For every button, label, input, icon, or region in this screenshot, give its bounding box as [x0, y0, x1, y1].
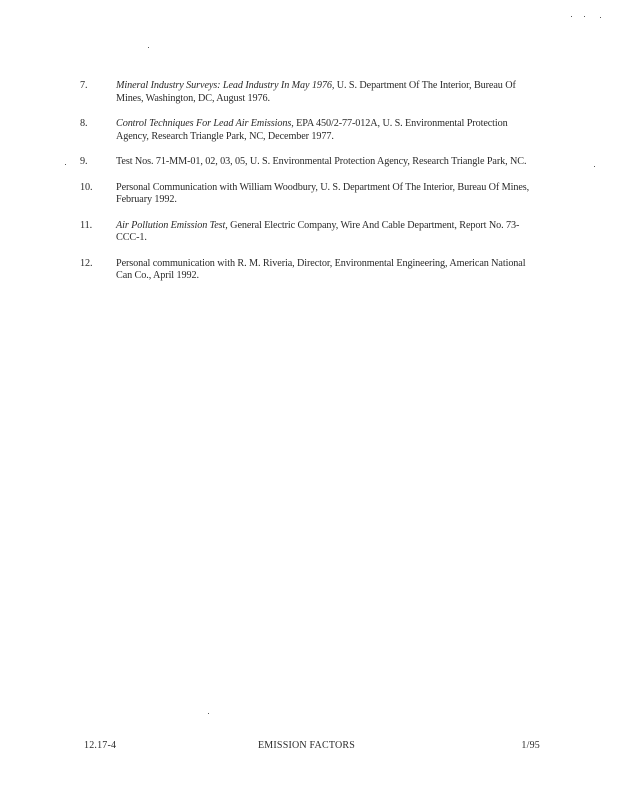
reference-item	[80, 182, 540, 207]
reference-title: Air Pollution Emission Test,	[116, 219, 228, 231]
scan-speck	[208, 713, 209, 714]
reference-number: 7.	[80, 80, 88, 91]
scan-speck	[148, 47, 149, 48]
reference-text	[116, 118, 540, 143]
reference-details: EPA 450/2-77-012A, U. S. Environmental Protection Agency, Research Triangle Park, NC, December 1977.	[116, 118, 508, 142]
reference-item	[80, 118, 540, 143]
reference-text	[116, 156, 540, 169]
footer-title: EMISSION FACTORS	[258, 740, 356, 751]
footer-section-number: 12.17-4	[84, 740, 117, 751]
scan-speck	[584, 16, 585, 17]
reference-text	[116, 182, 540, 207]
reference-title: Control Techniques For Lead Air Emissions,	[116, 118, 294, 129]
reference-item	[80, 156, 540, 169]
reference-details: Personal communication with R. M. Riveria, Director, Environmental Engineering, American National Can Co., April 1992.	[116, 257, 526, 281]
reference-details: Personal Communication with William Woodbury, U. S. Department Of The Interior, Bureau Of Mines, February 1992.	[116, 181, 530, 205]
reference-item	[80, 220, 540, 245]
reference-details: Test Nos. 71-MM-01, 02, 03, 05, U. S. Environmental Protection Agency, Research Triangle Park, NC.	[116, 156, 527, 167]
reference-text	[116, 220, 540, 245]
reference-number: 12.	[80, 257, 93, 269]
reference-details: General Electric Company, Wire And Cable Department, Report No. 73-CCC-1.	[116, 219, 520, 243]
footer-date: 1/95	[521, 740, 540, 751]
reference-number: 8.	[80, 118, 88, 129]
reference-text	[116, 258, 540, 283]
reference-number: 11.	[80, 219, 93, 231]
reference-text	[116, 80, 540, 105]
scan-speck	[600, 17, 601, 18]
reference-list	[80, 80, 540, 296]
page-footer	[84, 740, 540, 754]
scan-speck	[65, 164, 66, 165]
reference-number: 10.	[80, 181, 93, 193]
reference-number: 9.	[80, 156, 88, 167]
reference-item	[80, 80, 540, 105]
reference-item	[80, 258, 540, 283]
scan-speck	[594, 166, 595, 167]
reference-details: U. S. Department Of The Interior, Bureau Of Mines, Washington, DC, August 1976.	[116, 80, 516, 104]
scan-speck	[571, 16, 572, 17]
reference-title: Mineral Industry Surveys: Lead Industry In May 1976,	[116, 80, 335, 91]
